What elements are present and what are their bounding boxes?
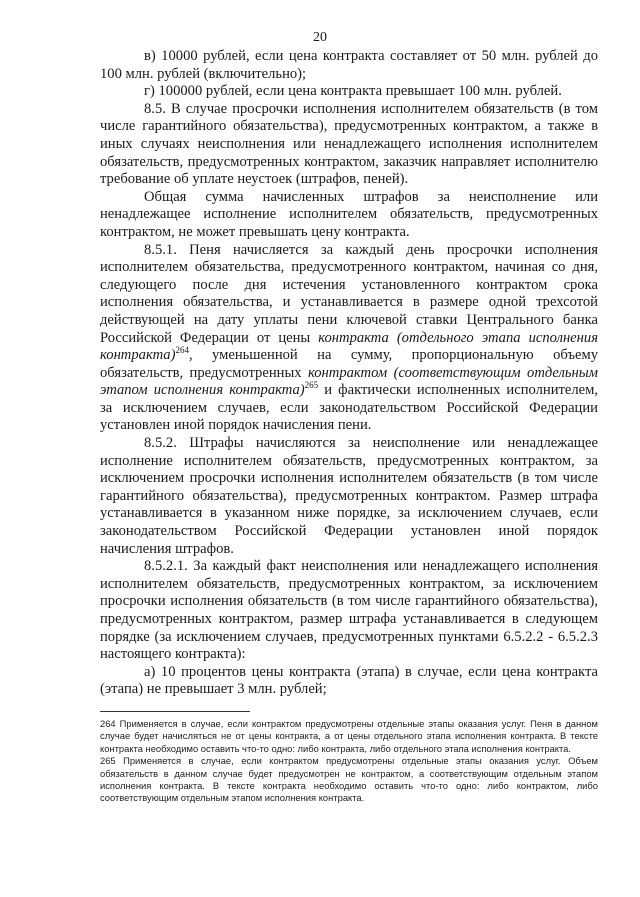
- paragraph-8-5: 8.5. В случае просрочки исполнения исполнителем обязательств (в том числе гарантийного обязательства), предусмотренных контрактом, а также в иных случаях неисполнения или ненадлежащего исполнения исполнителем обязательств, предусмотренных контрактом, заказчик направляет исполнителю требование об уплате неустоек (штрафов, пеней).: [100, 100, 598, 188]
- footnotes: [100, 718, 598, 805]
- text-run: 8.5.1. Пеня начисляется за каждый день просрочки исполнения исполнителем обязательства, предусмотренного контрактом, начиная со дня, следующего после дня истечения установленного контрактом срока исполнения обязательства, и устанавливается в размере одной трехсотой действующей на дату уплаты пени ключевой ставки Центрального банка Российской Федерации от цены: [100, 241, 598, 346]
- paragraph-g: г) 100000 рублей, если цена контракта превышает 100 млн. рублей.: [144, 83, 562, 100]
- page-number: 20: [313, 30, 327, 45]
- text-run: , уменьшенной на сумму, пропорциональную объему обязательств, предусмотренных: [100, 347, 598, 381]
- footnote-265: 265 Применяется в случае, если контрактом предусмотрены отдельные этапы оказания услуг. Объем обязательств в данном случае будет предусмотрен не контрактом, а соответствующим отдельным этапом исполнения контракта. В тексте контракта необходимо оставить что-то одно: либо контрактом, либо соответствующим отдельным этапом исполнения контракта.: [100, 755, 598, 804]
- document-body: [100, 48, 598, 699]
- footnote-ref-265: 265: [304, 380, 319, 391]
- text-run: и фактически исполненных исполнителем, за исключением случаев, если законодательством Российской Федерации установлен иной порядок начисления пени.: [100, 382, 599, 434]
- paragraph-v: в) 10000 рублей, если цена контракта составляет от 50 млн. рублей до 100 млн. рублей (включительно);: [100, 48, 598, 82]
- footnote-264: 264 Применяется в случае, если контрактом предусмотрены отдельные этапы оказания услуг. Пеня в данном случае будет начисляться не от цены контракта, а от цены отдельного этапа исполнения контракта. В тексте контракта необходимо оставить что-то одно: либо контракта, либо отдельного этапа исполнения контракта.: [100, 718, 598, 754]
- paragraph-penalty-cap: Общая сумма начисленных штрафов за неисполнение или ненадлежащее исполнение исполнителем обязательств, предусмотренных контрактом, не может превышать цену контракта.: [100, 188, 598, 240]
- paragraph-8-5-2: 8.5.2. Штрафы начисляются за неисполнение или ненадлежащее исполнение исполнителем обязательств, предусмотренных контрактом, за исключением просрочки исполнения исполнителем обязательств (в том числе гарантийного обязательства), предусмотренных контрактом. Размер штрафа устанавливается в указанном ниже порядке, за исключением случаев, если законодательством Российской Федерации установлен иной порядок начисления штрафов.: [100, 435, 598, 557]
- footnote-separator: [100, 711, 250, 712]
- italic-run: контракта (отдельного этапа исполнения контракта): [100, 329, 598, 364]
- paragraph-8-5-2-1: 8.5.2.1. За каждый факт неисполнения или ненадлежащего исполнения исполнителем обязательств, предусмотренных контрактом, за исключением просрочки исполнения обязательств (в том числе гарантийного обязательства), предусмотренных контрактом, размер штрафа устанавливается в следующем порядке (за исключением случаев, предусмотренных пунктами 6.5.2.2 - 6.5.2.3 настоящего контракта):: [100, 558, 598, 663]
- paragraph-a: а) 10 процентов цены контракта (этапа) в случае, если цена контракта (этапа) не превышает 3 млн. рублей;: [100, 663, 598, 698]
- italic-run: контрактом (соответствующим отдельным этапом исполнения контракта): [100, 364, 598, 399]
- footnote-ref-264: 264: [175, 345, 189, 356]
- paragraph-8-5-1: [100, 242, 598, 436]
